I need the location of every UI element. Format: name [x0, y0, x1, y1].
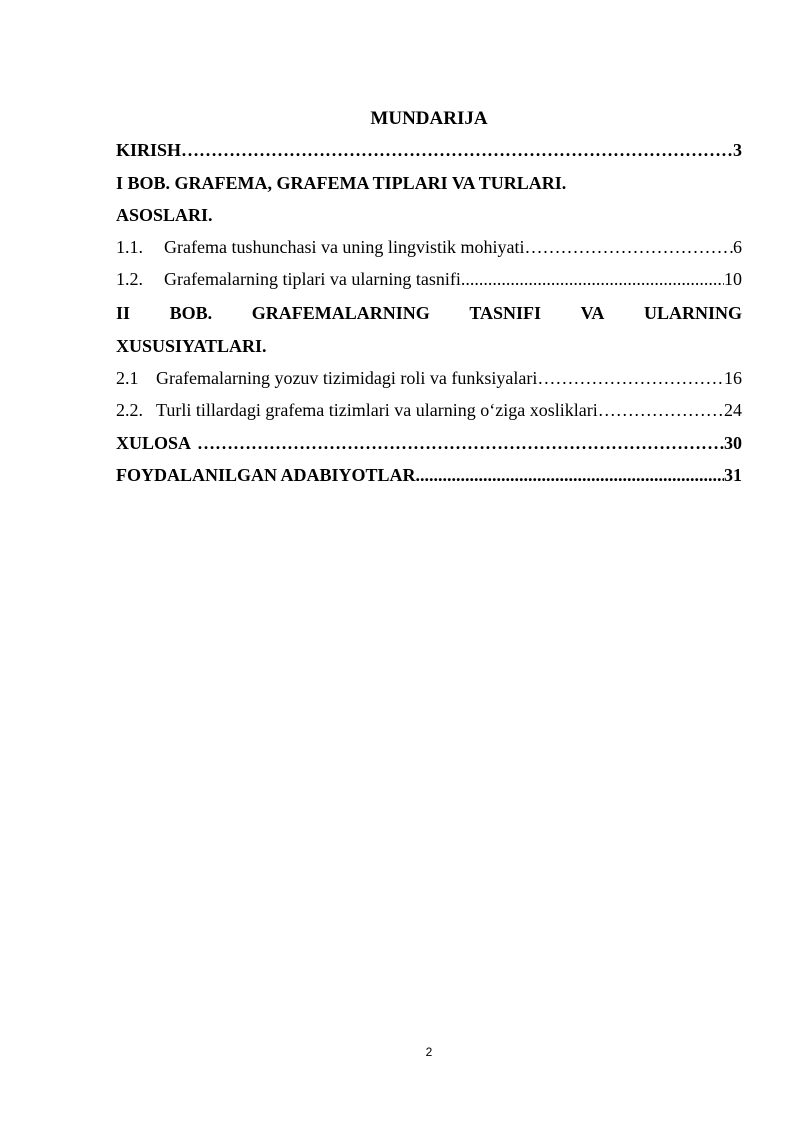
toc-label: KIRISH: [116, 140, 182, 160]
toc-chapter-1-title[interactable]: I BOB. GRAFEMA, GRAFEMA TIPLARI VA TURLARI.: [116, 173, 567, 193]
toc-entry-kirish[interactable]: [116, 140, 742, 168]
toc-page: 30: [724, 433, 742, 453]
toc-leader: [537, 368, 724, 389]
toc-page: 24: [724, 400, 742, 420]
toc-label: Grafemalarning tiplari va ularning tasnifi: [164, 269, 461, 289]
toc-leader: [181, 140, 733, 161]
toc-chapter-2-title[interactable]: [116, 303, 742, 331]
toc-number: 2.2.: [116, 400, 143, 420]
toc-label: FOYDALANILGAN ADABIYOTLAR: [116, 465, 416, 485]
page-number: 2: [425, 1045, 433, 1059]
toc-label: XULOSA: [116, 433, 192, 453]
toc-page: 6: [733, 237, 742, 257]
toc-leader: [598, 400, 724, 421]
toc-number: 1.1.: [116, 237, 143, 257]
toc-label: Grafemalarning yozuv tizimidagi roli va funksiyalari: [156, 368, 538, 388]
chapter-word: TASNIFI: [469, 303, 542, 323]
toc-entry-1-2[interactable]: [116, 269, 742, 297]
toc-leader: [416, 465, 724, 486]
toc-number: 2.1: [116, 368, 139, 388]
toc-chapter-2-title-cont[interactable]: XUSUSIYATLARI.: [116, 336, 267, 356]
toc-entry-2-1[interactable]: [116, 368, 742, 396]
toc-page: 16: [724, 368, 742, 388]
toc-page: 3: [733, 140, 742, 160]
toc-entry-xulosa[interactable]: [116, 433, 742, 461]
toc-entry-2-2[interactable]: [116, 400, 742, 428]
toc-entry-adabiyotlar[interactable]: [116, 465, 742, 493]
chapter-word: VA: [580, 303, 605, 323]
page-title: MUNDARIJA: [370, 108, 488, 129]
toc-entry-1-1[interactable]: [116, 237, 742, 265]
toc-leader: [524, 237, 733, 258]
toc-label: Turli tillardagi grafema tizimlari va ularning o‘ziga xosliklari: [156, 400, 598, 420]
toc-page: 10: [724, 269, 742, 289]
chapter-word: ULARNING: [643, 303, 742, 323]
chapter-word: GRAFEMALARNING: [251, 303, 430, 323]
chapter-word: BOB.: [169, 303, 213, 323]
toc-number: 1.2.: [116, 269, 143, 289]
toc-page: 31: [724, 465, 742, 485]
toc-leader: [461, 269, 724, 290]
toc-leader: [197, 433, 724, 454]
toc-label: Grafema tushunchasi va uning lingvistik mohiyati: [164, 237, 525, 257]
toc-chapter-1-title-cont[interactable]: ASOSLARI.: [116, 205, 213, 225]
chapter-word: II: [116, 303, 131, 323]
